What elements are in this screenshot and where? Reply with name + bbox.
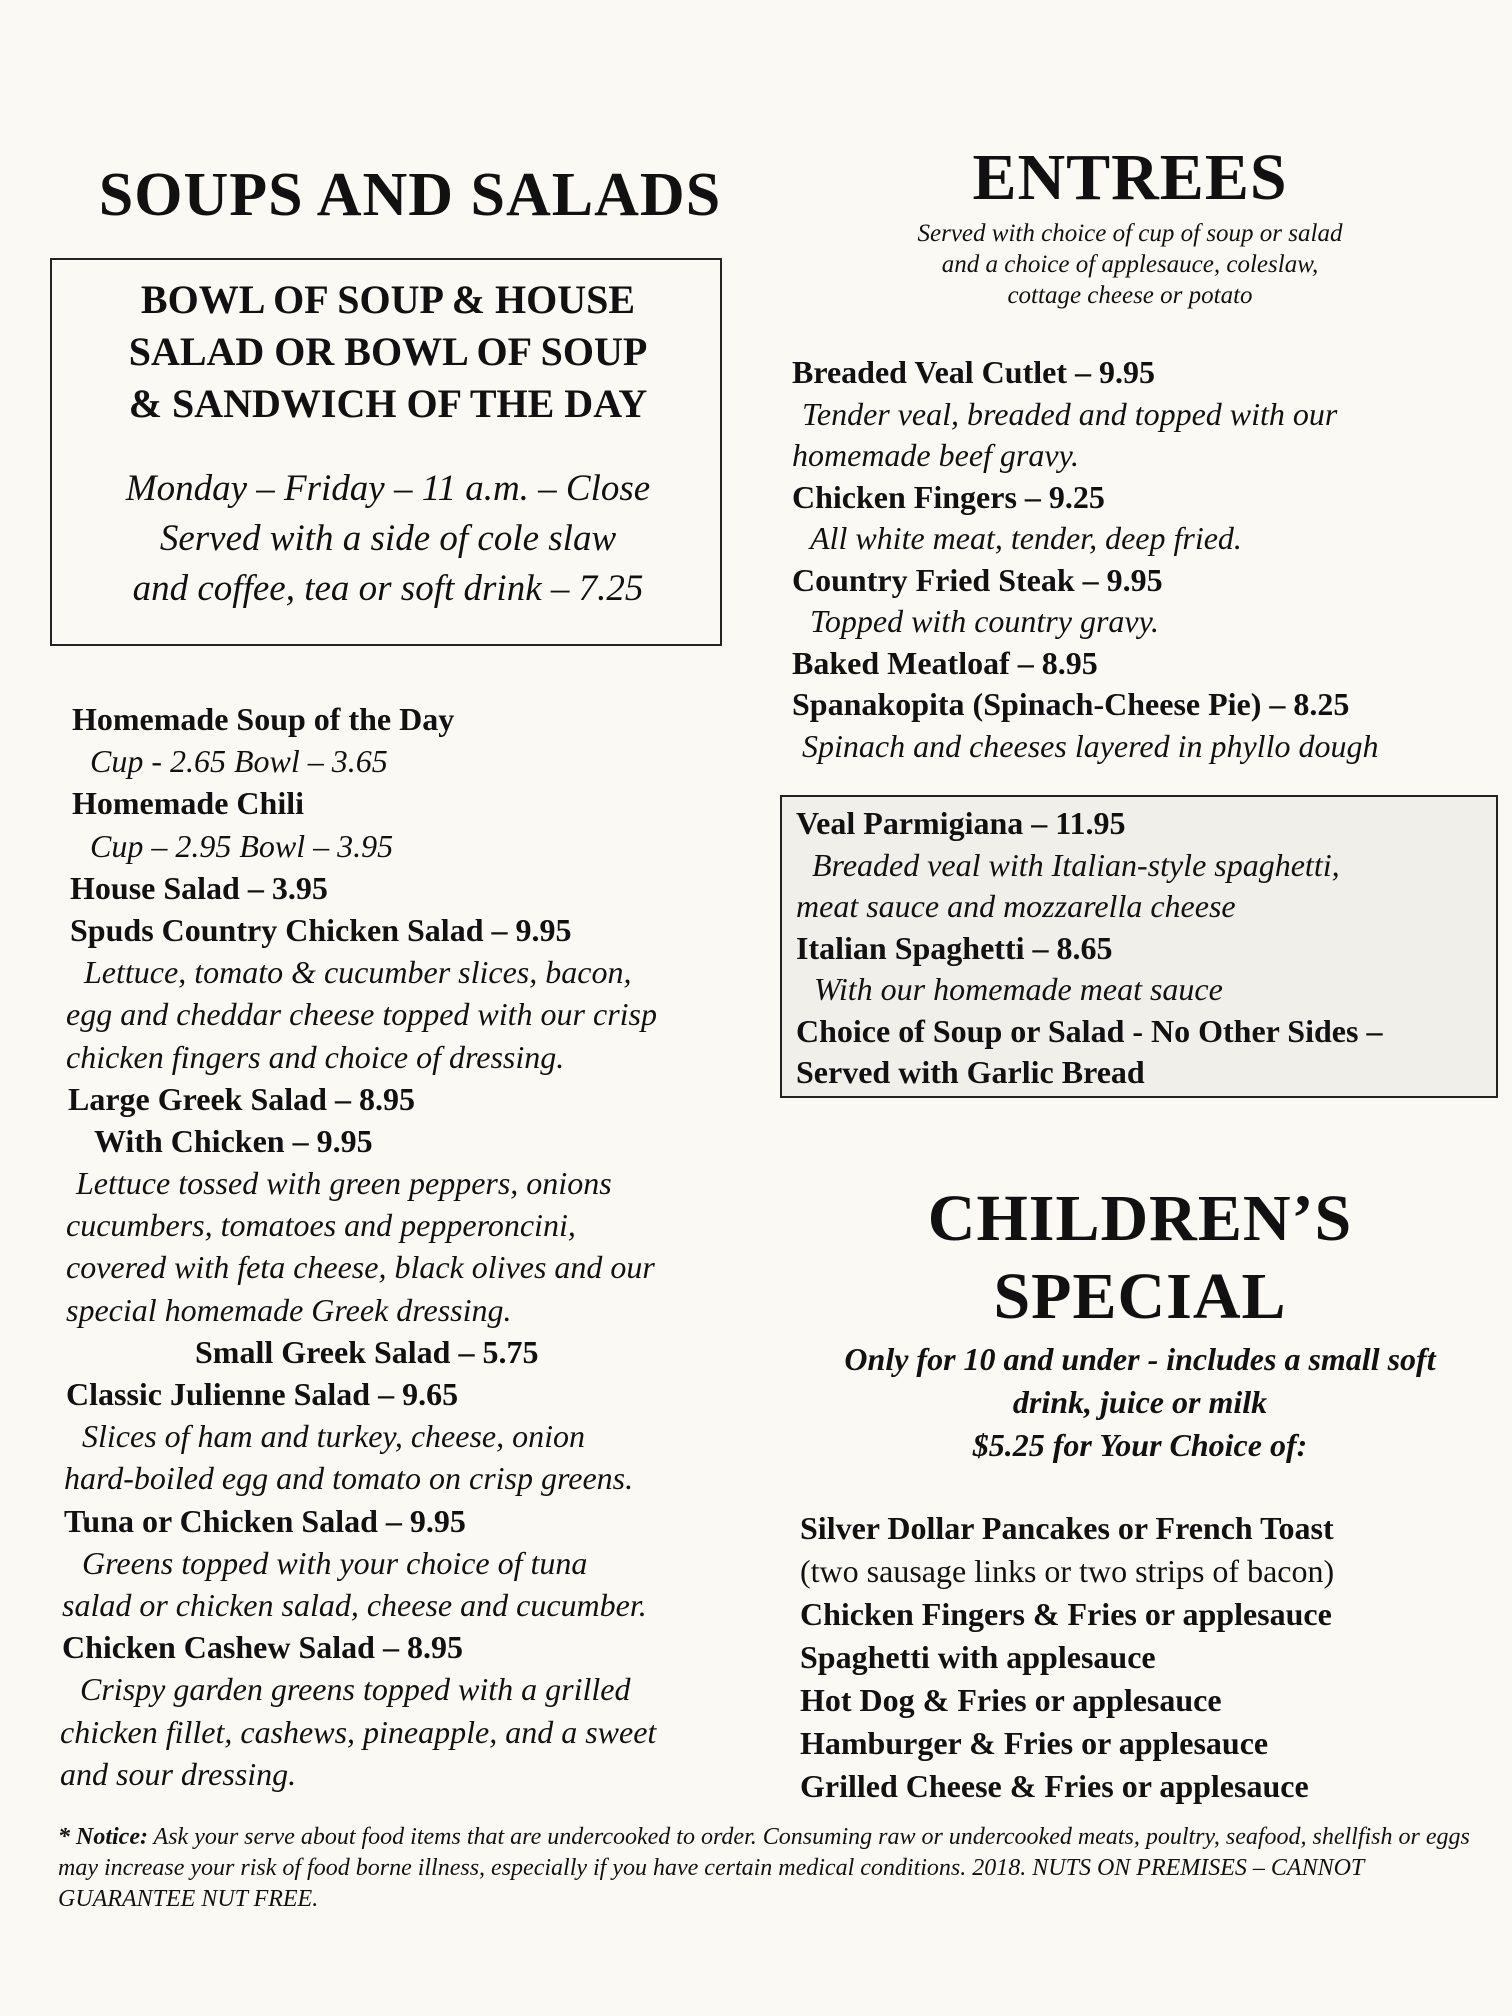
menu-item-name: Breaded Veal Cutlet – 9.95	[792, 354, 1155, 390]
soup-combo-detail-line: Monday – Friday – 11 a.m. – Close	[125, 468, 651, 509]
menu-item-description: Topped with country gravy.	[810, 603, 1160, 639]
menu-item-name: Baked Meatloaf – 8.95	[792, 644, 1098, 681]
menu-item-description: special homemade Greek dressing.	[66, 1291, 512, 1328]
menu-item-description: With our homemade meat sauce	[814, 971, 1223, 1007]
notice-text: Ask your serve about food items that are undercooked to order. Consuming raw or undercooked meats, poultry, seafood, shellfish or eggs may increase your risk of food borne illness, especially if you have certain medical conditions. 2018. NUTS ON PREMISES – CANNOT GUARANTEE NUT FREE.	[58, 1824, 1470, 1912]
menu-item-description: Cup – 2.95 Bowl – 3.95	[90, 827, 394, 864]
menu-item-name: Spuds Country Chicken Salad – 9.95	[70, 911, 572, 948]
childrens-title-line: SPECIAL	[993, 1260, 1287, 1333]
menu-item-description: All white meat, tender, deep fried.	[810, 520, 1242, 556]
menu-item-name: Veal Parmigiana – 11.95	[796, 805, 1126, 841]
menu-item-description: covered with feta cheese, black olives and our	[66, 1249, 655, 1286]
soup-combo-heading-line: & SANDWICH OF THE DAY	[128, 381, 648, 426]
menu-item-name: House Salad – 3.95	[70, 869, 328, 906]
menu-item-description: salad or chicken salad, cheese and cucumber.	[62, 1586, 647, 1623]
menu-item-description: Tender veal, breaded and topped with our	[802, 395, 1338, 432]
childrens-special-list	[800, 1507, 1500, 1808]
menu-item-name: Homemade Chili	[72, 785, 304, 822]
soup-combo-heading	[52, 274, 724, 430]
menu-item-name: Choice of Soup or Salad - No Other Sides –	[796, 1012, 1383, 1049]
menu-item-description: Slices of ham and turkey, cheese, onion	[82, 1418, 585, 1455]
menu-item-description: hard-boiled egg and tomato on crisp greens.	[64, 1460, 634, 1497]
food-safety-notice	[58, 1822, 1478, 1915]
menu-item-description: and sour dressing.	[60, 1755, 297, 1792]
childrens-subtitle-line: drink, juice or milk	[1012, 1384, 1268, 1420]
menu-item-description: chicken fillet, cashews, pineapple, and a sweet	[60, 1713, 657, 1750]
menu-item-description: Breaded veal with Italian-style spaghetti,	[812, 846, 1340, 883]
menu-item-name: Hamburger & Fries or applesauce	[800, 1725, 1269, 1761]
childrens-special-subtitle	[790, 1338, 1490, 1467]
menu-item-description: (two sausage links or two strips of bacon)	[800, 1553, 1335, 1589]
notice-label: * Notice:	[58, 1824, 148, 1850]
entrees-subtitle-line: Served with choice of cup of soup or salad	[917, 220, 1343, 247]
soups-salads-title: SOUPS AND SALADS	[98, 161, 722, 229]
menu-item-description: Lettuce tossed with green peppers, onions	[76, 1165, 612, 1202]
soup-combo-detail-line: and coffee, tea or soft drink – 7.25	[132, 568, 644, 609]
menu-item-description: meat sauce and mozzarella cheese	[796, 888, 1236, 924]
menu-item-name: Hot Dog & Fries or applesauce	[800, 1682, 1222, 1718]
menu-item-name: Served with Garlic Bread	[796, 1054, 1145, 1090]
menu-item-description: egg and cheddar cheese topped with our crisp	[66, 996, 657, 1033]
soups-salads-list	[60, 698, 780, 1795]
menu-item-name: Classic Julienne Salad – 9.65	[66, 1376, 459, 1412]
menu-item-description: chicken fingers and choice of dressing.	[66, 1038, 565, 1075]
menu-item-description: Spinach and cheeses layered in phyllo dough	[802, 727, 1379, 764]
menu-item-name: Chicken Fingers – 9.25	[792, 478, 1105, 515]
soup-combo-heading-line: SALAD OR BOWL OF SOUP	[128, 329, 648, 374]
italian-specials-list	[796, 803, 1496, 1094]
entrees-subtitle-line: and a choice of applesauce, coleslaw,	[941, 251, 1319, 278]
menu-item-description: cucumbers, tomatoes and pepperoncini,	[66, 1207, 576, 1244]
soup-combo-detail-line: Served with a side of cole slaw	[159, 518, 617, 559]
soup-combo-heading-line: BOWL OF SOUP & HOUSE	[140, 277, 636, 322]
soup-combo-details	[52, 464, 724, 614]
menu-item-name: Large Greek Salad – 8.95	[68, 1080, 415, 1117]
menu-item-description: Cup - 2.65 Bowl – 3.65	[90, 743, 388, 780]
childrens-title-line: CHILDREN’S	[927, 1182, 1353, 1255]
menu-item-name: Grilled Cheese & Fries or applesauce	[800, 1768, 1309, 1804]
menu-item-name: Tuna or Chicken Salad – 9.95	[64, 1502, 466, 1539]
menu-item-description: Crispy garden greens topped with a grilled	[80, 1671, 631, 1708]
entrees-title: ENTREES	[972, 141, 1288, 214]
menu-item-description: Lettuce, tomato & cucumber slices, bacon,	[84, 954, 632, 991]
menu-item-name: Country Fried Steak – 9.95	[792, 561, 1163, 598]
childrens-subtitle-line: $5.25 for Your Choice of:	[972, 1427, 1308, 1463]
menu-item-name: Homemade Soup of the Day	[72, 701, 455, 737]
menu-item-name: With Chicken – 9.95	[94, 1122, 373, 1159]
menu-item-name: Spaghetti with applesauce	[800, 1639, 1156, 1675]
menu-item-name: Italian Spaghetti – 8.65	[796, 929, 1113, 966]
childrens-subtitle-line: Only for 10 and under - includes a small soft	[844, 1341, 1436, 1377]
menu-item-name: Spanakopita (Spinach-Cheese Pie) – 8.25	[792, 686, 1350, 722]
entrees-subtitle-line: cottage cheese or potato	[1007, 282, 1253, 309]
menu-item-name: Small Greek Salad – 5.75	[195, 1333, 539, 1370]
menu-item-description: Greens topped with your choice of tuna	[82, 1544, 588, 1581]
menu-item-name: Chicken Cashew Salad – 8.95	[62, 1629, 463, 1666]
menu-item-name: Chicken Fingers & Fries or applesauce	[800, 1596, 1332, 1632]
entrees-subtitle	[790, 218, 1470, 311]
menu-item-name: Silver Dollar Pancakes or French Toast	[800, 1510, 1334, 1546]
menu-item-description: homemade beef gravy.	[792, 437, 1080, 473]
entrees-list	[792, 352, 1492, 767]
italian-specials-box	[780, 795, 1498, 1098]
soup-combo-box	[50, 258, 722, 646]
childrens-special-title	[790, 1180, 1490, 1336]
